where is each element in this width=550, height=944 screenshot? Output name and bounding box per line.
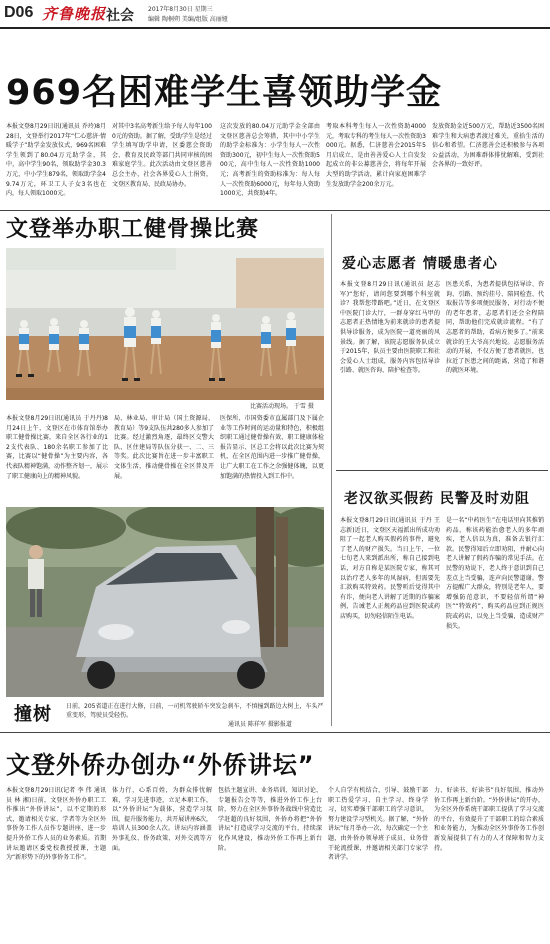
masthead bbox=[0, 0, 550, 26]
story2-photo-caption: 比赛活动现场。 于雪 摄 bbox=[250, 403, 314, 410]
story1-bottom-rule bbox=[0, 210, 550, 211]
page-number: D06 bbox=[4, 4, 34, 21]
section-name: 社会 bbox=[106, 8, 134, 24]
story1-col3: 这次发放的80.04万元助学金全部由文登区慈善总会筹措，其中中小学生的助学金标准为：小学生每人一次性资助300元，初中生每人一次性资助500元，高中生每人一次性资助1000元；高考新生的资助标准为：每人每人一次性资助6000元，每年每人资助1000元，共资助4年。 bbox=[220, 123, 320, 198]
story6-col2: 体力行，心系百姓，为群众排忧解难，学习先进事迹，立足本职工作，以“外侨讲坛”为载体，营造学习氛围，提升服务能力，共开展讲座6次，培训人员300余人次。讲坛内容涵盖外事礼仪、侨务政策、对外交流等方面。 bbox=[112, 787, 212, 852]
story2-col2: 局、林业局、审计局（国土资源局、教育局）等9支队伍共280多人参加了比赛。经过激烈角逐，最终区交警大队、区住建局等队伍分获一、二、三等奖。此次比赛旨在进一步丰富职工文体生活，推动健骨操在全区普及开展。 bbox=[114, 415, 214, 480]
story2-col1: 本报文登8月29日讯(通讯员 于丹丹)8月24日上午，文登区在市体育馆举办职工健骨操比赛，来自全区各行业的12支代表队、180余名职工参加了比赛，比赛以“健骨操”为主要内容，各代表队精神饱满，动作整齐划一，展示了职工健康向上的精神风貌。 bbox=[6, 415, 108, 480]
story1-col4: 考取本科考生每人一次性资助4000元，考取专科的考生每人一次性资助3000元。据悉，仁济慈善会2015年5月启成立，是由善善爱心人士自发发起成立的非公募慈善会，将每年开展大型的助学活动，累计向家庭困难学生发放助学金200余万元。 bbox=[326, 123, 426, 188]
story6-col4: 个人自学有机结合，引导、鼓励干部职工热爱学习、自主学习、终身学习，切实增强干部职工的学习意识，努力建设学习型机关。据了解，“外侨讲坛”每月举办一次，每次确定一个主题，由外侨办领导班子成员、业务骨干轮流授课，并邀请相关部门专家学者讲学。 bbox=[328, 787, 428, 862]
story3-bottom-rule bbox=[336, 470, 548, 471]
column-divider-right bbox=[331, 214, 332, 726]
staff-credits: 编辑 陶桐朔 美编/组版 高丽娅 bbox=[148, 16, 228, 23]
story4-col1: 本报文登8月29日讯(通讯员 于丹 王志新)近日，文登区天福派出所成功劝阻了一起老人购买假药的事件，避免了老人的财产损失。当日上午，一位七旬老人来到派出所，称自己接到电话，对方自称是某医院专家，称其可以治疗老人多年的风湿病，但需要先汇款购买特效药。民警听后觉得其中有诈，便向老人讲解了近期的诈骗案例，告诫老人正规药品应到医院或药店购买，切勿轻信陌生电话。 bbox=[340, 517, 440, 620]
issue-date: 2017年8月30日 星期三 bbox=[148, 6, 213, 13]
headline-story4: 老汉欲买假药 民警及时劝阻 bbox=[344, 491, 530, 507]
exercise-competition-photo bbox=[6, 248, 324, 400]
story6-col3: 包括主题宣讲、业务培训、知识讨论、专题报告会等等，推进外侨工作上台阶，努力在全区外事侨务战线中营造比学赶超的良好氛围，外侨办将把“外侨讲坛”打造成学习交流的平台，持续深化作风建设，推动外侨工作再上新台阶。 bbox=[218, 787, 322, 852]
headline-story1: 969名困难学生喜领助学金 bbox=[6, 73, 443, 113]
story3-col2: 医患关系，为患者提供包括导诊、咨询、引路、预约挂号、陪同检查、代取报告等多项便民服务，对行动不便的老年患者，志愿者们还会全程陪同，帮助他们完成就诊流程。“有了志愿者的帮助，看病方便多了。”前来就诊的王大爷高兴地说。志愿服务活动的开展，不仅方便了患者就医，也拉近了医患之间的距离，营造了和谐的就医环境。 bbox=[446, 281, 544, 375]
story1-col2: 对其中3名高考新生给予每人每年1000元的资助。据了解，受助学生是经过学生填写助学申请，区委慈会资助会、教育及民政等部门共同审核的困难家庭学生。此次活动由文登区慈善总会主办，社会各界爱心人士捐资，文登区教育局、民政局协办。 bbox=[112, 123, 212, 188]
story6-top-rule bbox=[0, 732, 550, 733]
story1-col1: 本报文登8月29日讯(通讯员 乔玲)8月28日，文登举行2017年“仁心慈济·情暖学子”助学金发放仪式，969名困难学生领到了80.04万元助学金，其中，高中学生90名，领取助学金30.3万元，中小学生879名，领取助学金49.74万元，环卫工人子女3名也在内，每人领取1000元。 bbox=[6, 123, 106, 198]
headline-story2: 文登举办职工健骨操比赛 bbox=[6, 217, 260, 242]
header-rule bbox=[0, 27, 550, 29]
story1-col5: 发放资助金近500万元，帮助近3500名困难学生和大病患者渡过难关，重拾生活的信心和希望。仁济慈善会还积极参与各项公益活动，为困难群体排忧解难，受到社会各界的一致好评。 bbox=[432, 123, 544, 169]
story5-label: 撞树 bbox=[14, 704, 52, 725]
story6-col1: 本报文登8月29日讯(记者 李 伟 通讯员 林 湘)日前，文登区外侨办职工工作推出“外侨讲坛”，以不定期的形式，邀请相关专家、学者等为全区外事侨务工作人员作专题讲座，进一步提升外侨工作人员的业务素质。首期讲坛邀请区委党校教授授课，主题为“新形势下的外事侨务工作”。 bbox=[6, 787, 106, 862]
story5-photo-caption: 日前，205省道正在进行大修，日前，一司机驾驶轿车突发急刹车，不慎撞到路边大树上，车头严重变形，驾驶员受轻伤。 bbox=[66, 703, 324, 719]
story5-photo-credit: 通讯员 陈祥军 摄影报道 bbox=[228, 721, 292, 728]
headline-story3: 爱心志愿者 情暖患者心 bbox=[342, 256, 498, 272]
headline-story6: 文登外侨办创办“外侨讲坛” bbox=[6, 751, 315, 779]
story2-col3: 医保所、市国资委市直属部门及下属企业等工作时间的运动量和特色，积极组织职工通过健骨操有效、职工健康体检报告显示、区总工会将以此次比赛为契机，在全区范围内进一步推广健骨操，让广大职工在工作之余强健体魄，以更加饱满的热情投入到工作中。 bbox=[220, 415, 324, 480]
car-crash-photo bbox=[6, 507, 324, 697]
story3-col1: 本报文登8月29日讯(通讯员 赵志军)“您好，请问您要到哪个科室就诊？我帮您带路吧。”近日，在文登区中医院门诊大厅，一群身穿红马甲的志愿者正热情地为前来就诊的患者提供导诊服务，成为医院一道亮丽的风景线。据了解，该院志愿服务队成立于2015年，队员主要由医院职工和社会爱心人士组成，服务内容包括导诊引路、就医咨询、陪护检查等。 bbox=[340, 281, 440, 375]
story4-col2: 是一名“中药医生”在电话里向其推销药品，称该药能治愈老人的多年顽疾，老人信以为真，准备去银行汇款。民警得知后立即劝阻，并耐心向老人讲解了假药诈骗的常见手法。在民警的劝说下，老人终于意识到自己差点上当受骗，连声向民警道谢。警方提醒广大群众，特别是老年人，要增强防范意识，不要轻信所谓“神医”“特效药”，购买药品应到正规医院或药店，以免上当受骗，造成财产损失。 bbox=[446, 517, 544, 630]
story6-col5: 力、好读书、好读书”良好氛围，推动外侨工作再上新台阶。“外侨讲坛”的开办，为全区外侨系统干部职工提供了学习交流的平台，有效提升了干部职工的综合素质和业务能力，为推动全区外事侨务工作创新发展提供了有力的人才保障和智力支持。 bbox=[434, 787, 544, 852]
paper-name-logo: 齐鲁晚报 bbox=[42, 5, 107, 23]
